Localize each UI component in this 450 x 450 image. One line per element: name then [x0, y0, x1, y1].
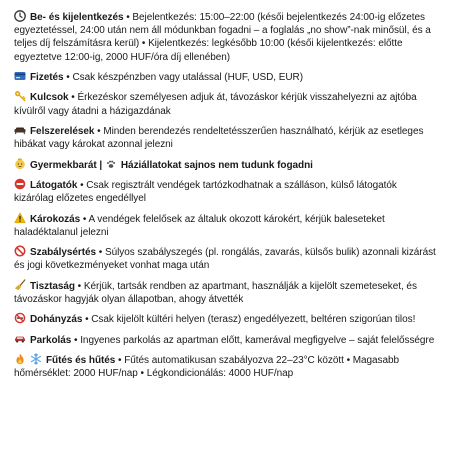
rule-title: Parkolás — [30, 334, 72, 346]
rule-title: Szabálysértés — [30, 247, 97, 259]
key-icon — [14, 90, 26, 102]
rule-violations — [14, 245, 436, 272]
credit-card-icon — [14, 70, 26, 82]
rule-title-pets: Háziállatokat sajnos nem tudunk fogadni — [120, 159, 313, 171]
rule-text: • Csak regisztrált vendégek tartózkodhatnak a szálláson, külső látogatók kizárólag előzetes engedéllyel — [14, 179, 397, 205]
rule-checkin — [14, 10, 436, 64]
rule-text: • Csak készpénzben vagy utalással (HUF, USD, EUR) — [63, 72, 303, 83]
no-smoking-icon — [14, 312, 26, 324]
rule-title: Be- és kijelentkezés — [30, 12, 124, 23]
prohibited-icon — [14, 245, 26, 257]
rule-title: Tisztaság — [30, 280, 75, 292]
paw-prints-icon — [105, 158, 117, 170]
rule-text: • Súlyos szabályszegés (pl. rongálás, zavarás, külsős bulik) azonnali kizárást és jogi következményeket vonhat maga után — [14, 247, 436, 272]
baby-icon — [14, 158, 26, 170]
rule-keys — [14, 90, 436, 117]
no-entry-icon — [14, 178, 26, 190]
title-separator: | — [96, 159, 105, 171]
couch-icon — [14, 124, 26, 136]
rule-text: • Kérjük, tartsák rendben az apartmant, használják a kijelölt szemeteseket, és távozáskor hagyják olyan állapotban, ahogy átvették — [14, 280, 417, 305]
rule-text: • A vendégek felelősek az általuk okozott károkért, kérjük baleseteket haladéktalanul jelezni — [14, 213, 385, 238]
rule-parking — [14, 333, 436, 347]
rule-damage — [14, 212, 436, 239]
rule-title: Fizetés — [30, 72, 64, 83]
rule-visitors — [14, 178, 436, 205]
rule-children-pets — [14, 158, 436, 172]
rule-text: • Érkezéskor személyesen adjuk át, távozáskor kérjük visszahelyezni az ajtóba kívülről vagy átadni a házigazdának — [14, 92, 417, 117]
rule-title: Látogatók — [30, 179, 78, 191]
rule-title: Károkozás — [30, 213, 81, 225]
warning-icon — [14, 212, 26, 224]
rule-heating-cooling — [14, 353, 436, 380]
clock-icon — [14, 10, 26, 22]
rule-cleanliness — [14, 279, 436, 306]
rule-smoking — [14, 312, 436, 326]
broom-icon — [14, 279, 26, 291]
fire-icon — [14, 353, 26, 365]
rule-text: • Csak kijelölt kültéri helyen (terasz) engedélyezett, beltéren szigorúan tilos! — [82, 314, 416, 326]
rule-text: • Fűtés automatikusan szabályozva 22–23°C között • Magasabb hőmérséklet: 2000 HUF/nap • Légkondicionálás: 4000 HUF/nap — [14, 355, 400, 380]
rule-title: Felszerelések — [30, 125, 95, 137]
rule-text: • Ingyenes parkolás az apartman előtt, kamerával megfigyelve – saját felelősségre — [71, 334, 435, 346]
rule-payment — [14, 70, 436, 84]
rule-text: • Minden berendezés rendeltetésszerűen használható, kérjük az esetleges hibákat vagy károkat azonnal jelezni — [14, 125, 424, 151]
rule-title: Fűtés és hűtés — [46, 355, 116, 367]
rule-title: Gyermekbarát — [30, 159, 97, 171]
rule-text: • Bejelentkezés: 15:00–22:00 (késői bejelentkezés 24:00-ig előzetes egyeztetéssel, 24:00 után nem áll módunkban fogadni – a foglalás „no show”-nak minősül, és a teljes díj felszámításra kerül) • Kijelentkezés: legkésőbb 10:00 (késői kijelentkezés: előtte egyeztetve 12:00-ig, 2000 HUF/óra díj ellenében) — [14, 12, 431, 63]
car-icon — [14, 333, 26, 345]
rule-title: Kulcsok — [30, 92, 69, 104]
rule-title: Dohányzás — [30, 314, 83, 326]
rule-equipment — [14, 124, 436, 151]
snowflake-icon — [30, 353, 42, 365]
